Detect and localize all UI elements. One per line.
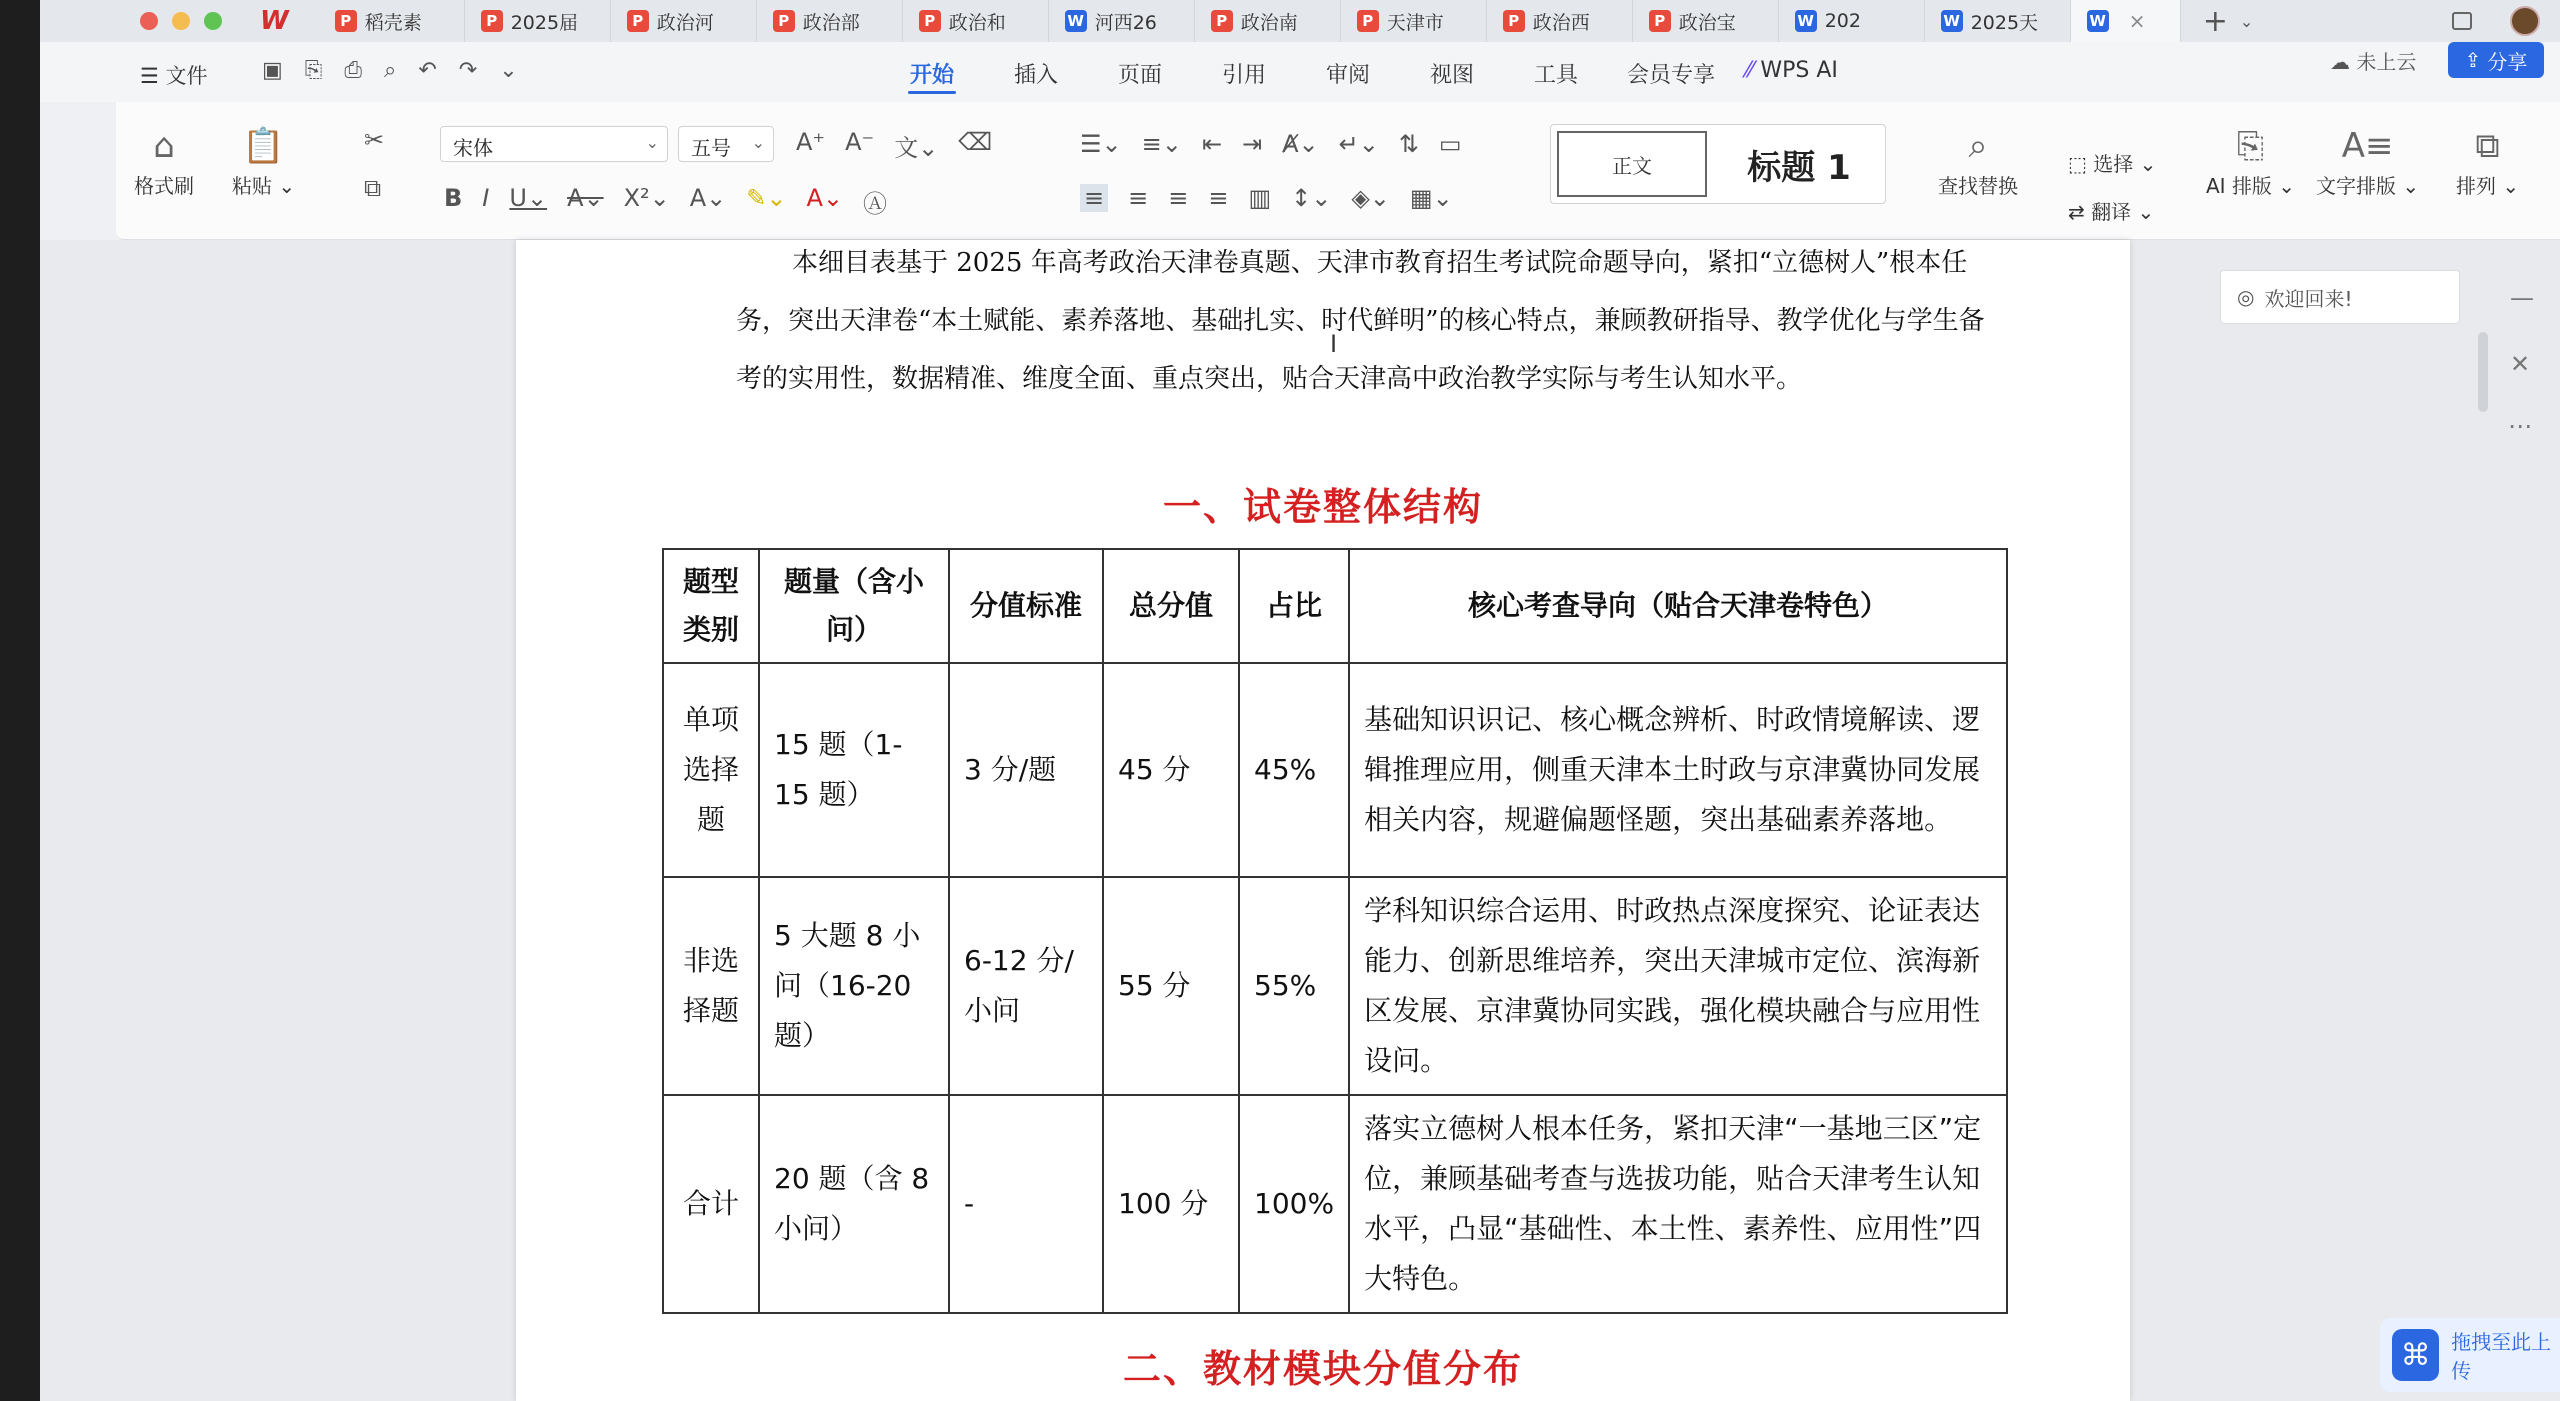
doc-tab-label: 政治和 [948,11,1006,34]
clear-format-icon[interactable]: ⌫ [958,128,993,156]
tab-tools[interactable]: 工具 [1533,63,1578,88]
text-cursor-icon: I [1330,330,1338,358]
format-painter-label: 格式刷 [134,174,194,198]
welcome-text: 欢迎回来! [2264,286,2353,311]
tools-icon[interactable]: ✕ [2510,350,2531,378]
text-effect-icon[interactable]: A⌄ [689,184,727,212]
tab-wps-ai[interactable] [1734,58,1864,94]
table-header-cell: 题量（含小问） [759,549,949,663]
doc-tab[interactable] [1633,0,1779,42]
underline-icon[interactable]: U⌄ [509,184,548,212]
doc-tab-label: 河西26 [1094,11,1157,34]
cloud-status[interactable] [2330,46,2416,75]
italic-icon[interactable]: I [482,184,490,212]
doc-tab[interactable] [319,0,465,42]
doc-tab-label: 政治部 [802,11,860,34]
table-cell[interactable]: - [949,1095,1103,1313]
tab-review[interactable]: 审阅 [1325,63,1370,88]
ai-layout-label: AI 排版 [2206,174,2272,198]
table-cell[interactable]: 学科知识综合运用、时政热点深度探究、论证表达能力、创新思维培养，突出天津城市定位、滨海新区发展、京津冀协同实践，强化模块融合与应用性设问。 [1349,877,2007,1095]
tab-page[interactable]: 页面 [1117,63,1162,88]
text-direction-icon[interactable]: Ⱥ⌄ [1282,130,1319,158]
table-cell[interactable]: 55% [1239,877,1349,1095]
text-layout-label: 文字排版 [2316,174,2396,198]
paragraph-tools-row1 [1080,130,1462,158]
paragraph-tools-row2 [1080,184,1453,212]
doc-tab-label: 政治南 [1240,11,1298,34]
share-button[interactable] [2448,42,2544,78]
word-file-icon: W [2087,10,2109,32]
table-borders-icon[interactable]: ▭ [1438,130,1462,158]
table-cell[interactable]: 45% [1239,663,1349,877]
align-left-icon[interactable]: ≡ [1080,184,1108,212]
tab-home[interactable]: 开始 [880,58,984,94]
tab-insert[interactable]: 插入 [1013,63,1058,88]
pdf-file-icon: P [773,10,795,32]
undo-icon[interactable]: ↶ [418,58,437,83]
shading-icon[interactable]: ◈⌄ [1351,184,1390,212]
doc-tab[interactable] [903,0,1049,42]
tab-view[interactable]: 视图 [1429,63,1474,88]
char-shading-icon[interactable]: Ⓐ [863,190,888,218]
more-icon[interactable]: ⋯ [2508,412,2532,440]
highlight-icon[interactable]: ✎⌄ [746,184,787,212]
select-label: 选择 [2093,152,2134,176]
doc-tab[interactable] [1925,0,2071,42]
quick-access-toolbar [262,58,518,83]
doc-tab[interactable] [611,0,757,42]
tab-member[interactable]: 会员专享 [1626,63,1715,88]
welcome-panel[interactable] [2220,270,2460,324]
table-header-row [663,549,2007,663]
table-cell[interactable]: 单项选择题 [663,663,759,877]
close-window-button[interactable] [140,12,158,30]
format-painter-button[interactable] [134,126,194,199]
wps-logo-icon[interactable]: W [260,6,289,36]
print-preview-icon[interactable]: ⌕ [384,58,397,83]
distributed-icon[interactable]: ▥ [1248,184,1272,212]
font-name-select[interactable] [440,126,668,162]
document-area [40,240,2560,1401]
clipboard-tools-2 [364,174,381,202]
text-layout-button[interactable]: A≡ 文字排版 ⌄ [2316,126,2420,198]
select-icon: ⬚ [2068,152,2094,176]
zoom-window-button[interactable] [204,12,222,30]
ribbon-home [116,102,2560,240]
doc-tab-active[interactable] [2071,0,2181,42]
drag-upload-button[interactable] [2380,1318,2560,1392]
sort-icon[interactable]: ⇅ [1398,130,1419,158]
table-cell[interactable]: 落实立德树人根本任务，紧扣天津“一基地三区”定位，兼顾基础考查与选拔功能，贴合天津考生认知水平，凸显“基础性、本土性、素养性、应用性”四大特色。 [1349,1095,2007,1313]
tab-bar [40,0,2560,42]
table-cell[interactable]: 20 题（含 8 小问） [759,1095,949,1313]
collapse-panel-icon[interactable]: — [2510,284,2534,312]
paste-label: 粘贴 [232,174,272,198]
wps-ai-label: WPS AI [1760,58,1838,83]
translate-label: 翻译 [2091,200,2132,224]
section-heading: 一、试卷整体结构 [1162,485,1483,529]
table-header-cell: 占比 [1239,549,1349,663]
share-icon: ⇪ [2464,48,2482,72]
doc-tab-label: 稻壳素 [364,11,422,34]
minimize-window-button[interactable] [172,12,190,30]
table-cell[interactable]: 100 分 [1103,1095,1239,1313]
share-label: 分享 [2487,49,2528,74]
style-heading-1[interactable]: 标题 1 [1747,147,1851,188]
doc-tab[interactable] [1049,0,1195,42]
search-icon: ⌕ [1968,126,1988,166]
cut-icon[interactable]: ✂ [364,126,385,154]
arrange-label: 排列 [2456,174,2496,198]
table-cell[interactable]: 15 题（1-15 题） [759,663,949,877]
doc-tab[interactable] [465,0,611,42]
bold-icon[interactable]: B [444,184,463,212]
word-file-icon: W [1795,10,1817,32]
chevron-down-icon: ⌄ [645,133,659,152]
arrange-button[interactable]: ⧉ 排列 ⌄ [2456,126,2520,198]
pdf-file-icon: P [627,10,649,32]
clipboard-tools [364,126,384,154]
window-controls [140,12,222,30]
paste-icon: 📋 [242,126,285,166]
find-replace-label: 查找替换 [1938,174,2018,198]
font-name-value: 宋体 [453,136,493,160]
border-icon[interactable]: ▦⌄ [1409,184,1453,212]
font-size-value: 五号 [691,136,731,160]
line-spacing-icon[interactable]: ↕⌄ [1291,184,1332,212]
table-cell[interactable]: 100% [1239,1095,1349,1313]
table-cell[interactable]: 6-12 分/小问 [949,877,1103,1095]
ribbon-tabs [880,58,1864,94]
doc-tab-label: 政治宝 [1678,11,1736,34]
redo-icon[interactable]: ↷ [458,58,478,83]
ai-layout-button[interactable]: ⎘ AI 排版 ⌄ [2206,126,2296,198]
translate-button[interactable]: ⇄ 翻译 ⌄ [2068,200,2155,224]
table-header-cell: 分值标准 [949,549,1103,663]
restore-window-icon[interactable] [2452,12,2472,30]
grow-font-icon[interactable]: A⁺ [796,128,826,156]
numbered-list-icon[interactable]: ≡⌄ [1141,130,1182,158]
table-header-cell: 总分值 [1103,549,1239,663]
strikethrough-icon[interactable]: A⌄ [567,184,604,212]
word-file-icon: W [1065,10,1087,32]
document-page[interactable] [516,240,2130,1401]
table-header-cell: 核心考查导向（贴合天津卷特色） [1349,549,2007,663]
font-size-select[interactable] [678,126,774,162]
table-cell[interactable]: 非选择题 [663,877,759,1095]
doc-tab[interactable] [1779,0,1925,42]
translate-icon: ⇄ [2068,200,2092,224]
print-icon[interactable]: ⎙ [344,58,363,83]
chevron-down-icon[interactable]: ⌄ [2239,11,2254,31]
location-icon: ◎ [2237,285,2255,309]
align-center-icon[interactable]: ≡ [1128,184,1149,212]
upload-cloud-icon: ⌘ [2392,1329,2439,1381]
table-row [663,1095,2007,1313]
doc-tab[interactable] [1487,0,1633,42]
menu-bar [40,42,2560,102]
ai-layout-icon: ⎘ [2236,126,2265,166]
line-break-icon[interactable]: ↵⌄ [1338,130,1379,158]
table-cell[interactable]: 5 大题 8 小问（16-20 题） [759,877,949,1095]
copy-icon[interactable]: ⧉ [364,174,382,202]
wps-window [40,0,2560,1401]
pdf-file-icon: P [919,10,941,32]
doc-tab-label: 天津市 [1386,11,1444,34]
doc-tab[interactable] [1341,0,1487,42]
text-layout-icon: A≡ [2341,126,2394,166]
pdf-file-icon: P [1503,10,1525,32]
pdf-file-icon: P [1649,10,1671,32]
doc-tab-label: 2025届 [510,11,579,34]
tab-references[interactable]: 引用 [1221,63,1266,88]
pdf-file-icon: P [481,10,503,32]
chevron-down-icon: ⌄ [751,133,765,152]
intro-paragraph[interactable]: 本细目表基于 2025 年高考政治天津卷真题、天津市教育招生考试院命题导向，紧扣“立德树人”根本任务，突出天津卷“本土赋能、素养落地、基础扎实、时代鲜明”的核心特点，兼顾教研指导、教学优化与学生备考的实用性，数据精准、维度全面、重点突出，贴合天津高中政治教学实际与考生认知水平。 [736,248,1985,394]
superscript-icon[interactable]: X²⌄ [623,184,670,212]
font-tools-row2 [444,184,887,219]
find-replace-button[interactable] [1938,126,2018,199]
doc-tab-label: 2025天 [1970,11,2039,34]
wps-ai-icon: ⁄⁄ [1746,58,1761,83]
doc-tab-label: 政治西 [1532,11,1590,34]
font-tools-row1 [796,128,992,163]
justify-icon[interactable]: ≡ [1208,184,1229,212]
table-cell[interactable]: 55 分 [1103,877,1239,1095]
pdf-file-icon: P [335,10,357,32]
cloud-icon: ☁ [2330,50,2357,74]
close-tab-icon[interactable]: × [2128,9,2146,33]
phonetic-guide-icon[interactable]: 文⌄ [894,134,939,162]
table-cell[interactable]: 合计 [663,1095,759,1313]
section-heading: 二、教材模块分值分布 [1122,1347,1523,1391]
style-normal[interactable]: 正文 [1557,131,1707,197]
cloud-status-label: 未上云 [2356,50,2417,74]
table-header-cell: 题型类别 [663,549,759,663]
style-gallery [1550,124,1886,204]
drag-upload-label: 拖拽至此上传 [2451,1330,2552,1383]
doc-tab[interactable] [757,0,903,42]
bullet-list-icon[interactable]: ☰⌄ [1080,130,1122,158]
table-row [663,877,2007,1095]
file-menu[interactable]: ☰ 文件 [140,64,208,88]
pdf-file-icon: P [1357,10,1379,32]
save-icon[interactable]: ▣ [262,58,283,83]
arrange-icon: ⧉ [2475,126,2500,166]
avatar[interactable] [2510,6,2540,36]
font-color-icon[interactable]: A⌄ [806,184,844,212]
format-painter-icon: ⌂ [153,126,175,166]
shrink-font-icon[interactable]: A⁻ [845,128,875,156]
select-button[interactable]: ⬚ 选择 ⌄ [2068,152,2157,176]
structure-table [662,548,2008,1314]
new-tab-button[interactable]: + [2202,3,2228,39]
increase-indent-icon[interactable]: ⇥ [1241,130,1263,158]
word-file-icon: W [1941,10,1963,32]
table-cell[interactable]: 3 分/题 [949,663,1103,877]
chevron-down-icon[interactable]: ⌄ [499,58,518,83]
doc-tab-label: 政治河 [656,11,714,34]
paste-button[interactable]: 📋 粘贴 ⌄ [232,126,296,198]
align-right-icon[interactable]: ≡ [1168,184,1189,212]
doc-tab-label: 202 [1824,10,1861,32]
doc-tab[interactable] [1195,0,1341,42]
decrease-indent-icon[interactable]: ⇤ [1201,130,1222,158]
export-icon[interactable]: ⎘ [304,58,323,83]
table-row [663,663,2007,877]
pdf-file-icon: P [1211,10,1233,32]
table-cell[interactable]: 45 分 [1103,663,1239,877]
vertical-scrollbar[interactable] [2478,332,2488,412]
table-cell[interactable]: 基础知识识记、核心概念辨析、时政情境解读、逻辑推理应用，侧重天津本土时政与京津冀协同发展相关内容，规避偏题怪题，突出基础素养落地。 [1349,663,2007,877]
